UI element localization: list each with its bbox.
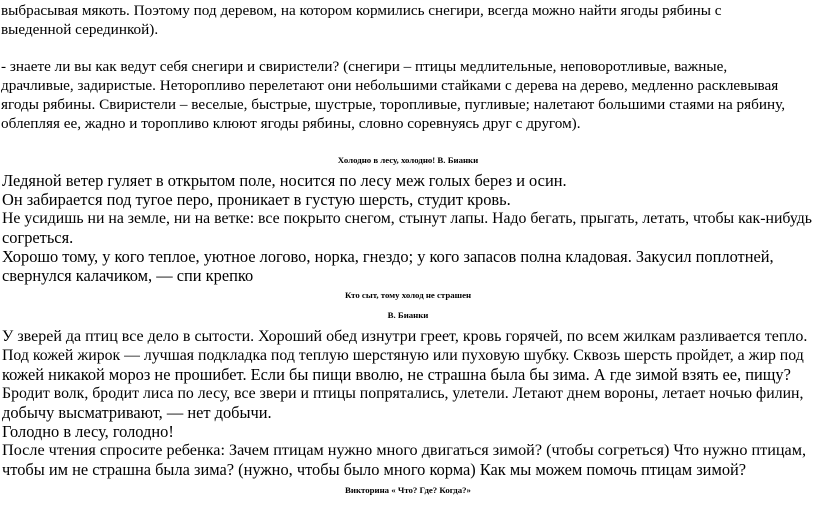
text-line: драчливые, задиристые. Неторопливо перелетают они небольшими стайками с дерева на дерево, медленно расклевывая	[1, 77, 779, 94]
text-line: ягоды рябины. Свиристели – веселые, быстрые, шустрые, торопливые, пугливые; налетают большими стаями на рябину,	[1, 96, 785, 113]
text-line: облепляя ее, жадно и торопливо клюют ягоды рябины, словно соревнуясь друг с другом).	[1, 115, 581, 132]
text-line: добычу высматривают, — нет добычи.	[2, 403, 272, 422]
text-line: выбрасывая мякоть. Поэтому под деревом, на котором кормились снегири, всегда можно найти ягоды рябины с	[1, 2, 722, 19]
text-line: Он забирается под тугое перо, проникает в густую шерсть, студит кровь.	[2, 190, 511, 209]
quiz-title: Викторина « Что? Где? Когда?»	[345, 485, 471, 495]
text-line: Бродит волк, бродит лиса по лесу, все звери и птицы попрятались, улетели. Летают днем вороны, летает ночью филин,	[2, 385, 804, 402]
story2-author: В. Бианки	[387, 310, 429, 320]
text-line: Не усидишь ни на земле, ни на ветке: все покрыто снегом, стынут лапы. Надо бегать, прыгать, летать, чтобы как-нибудь	[2, 210, 812, 227]
text-line: кожей никакой мороз не прошибет. Если бы пищи вволю, не страшна была бы зима. А где зимой взять ее, пищу?	[2, 365, 791, 384]
text-line: Хорошо тому, у кого теплое, уютное логово, норка, гнездо; у кого запасов полна кладовая. Закусил поплотней,	[2, 247, 774, 266]
text-line: чтобы им не страшна была зима? (нужно, чтобы было много корма) Как мы можем помочь птицам зимой?	[2, 460, 747, 479]
text-line: Голодно в лесу, голодно!	[2, 422, 174, 441]
text-line: После чтения спросите ребенка: Зачем птицам нужно много двигаться зимой? (чтобы согреться) Что нужно птицам,	[2, 441, 807, 459]
text-line: выеденной серединкой).	[1, 21, 159, 38]
story1-title: Холодно в лесу, холодно! В. Бианки	[337, 155, 479, 165]
text-line: Ледяной ветер гуляет в открытом поле, носится по лесу меж голых берез и осин.	[2, 171, 567, 190]
story2-title: Кто сыт, тому холод не страшен	[344, 290, 472, 300]
text-line: - знаете ли вы как ведут себя снегири и свиристели? (снегири – птицы медлительные, неповоротливые, важные,	[1, 58, 728, 75]
text-line: свернулся калачиком, — спи крепко	[2, 266, 254, 285]
text-line: У зверей да птиц все дело в сытости. Хороший обед изнутри греет, кровь горячей, по всем жилкам разливается тепло.	[2, 328, 808, 345]
text-line: Под кожей жирок — лучшая подкладка под теплую шерстяную или пуховую шубку. Сквозь шерсть пройдет, а жир под	[2, 347, 804, 364]
text-line: согреться.	[2, 228, 74, 247]
